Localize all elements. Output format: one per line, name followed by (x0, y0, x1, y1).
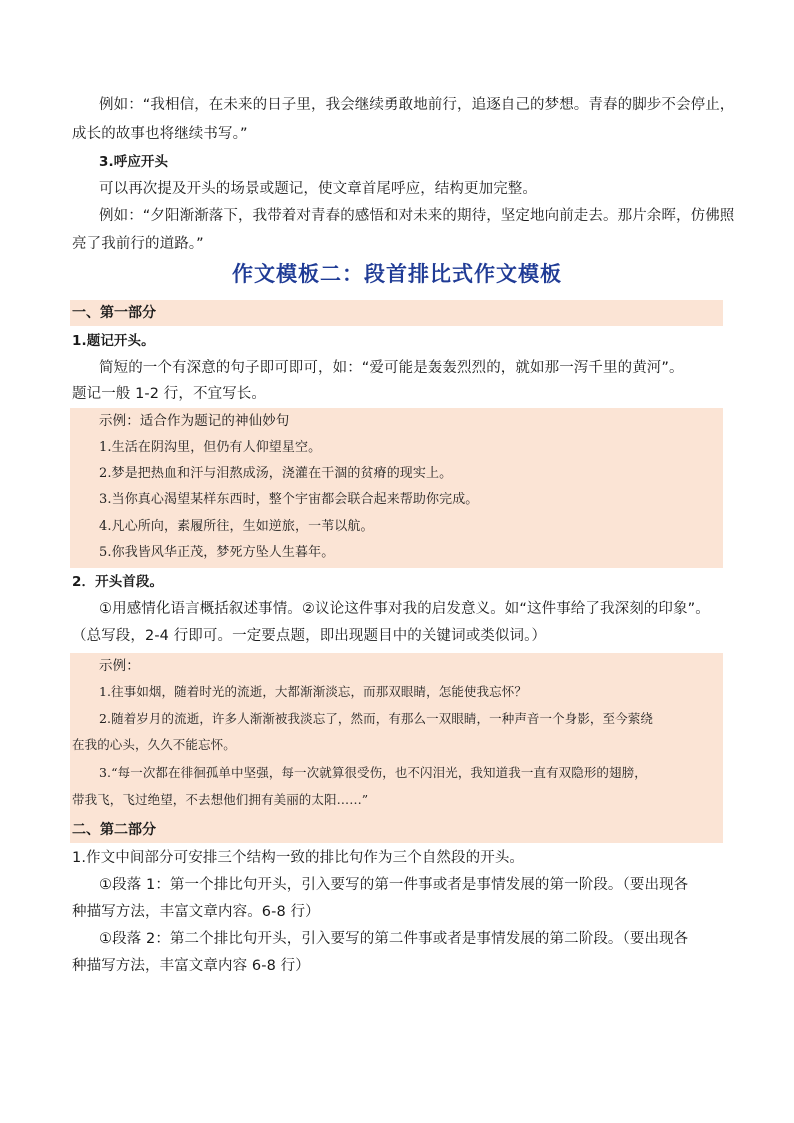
example-item: 2.梦是把热血和汗与泪熬成汤，浇灌在干涸的贫瘠的现实上。 (99, 466, 453, 481)
paragraph-text: ①段落 2：第二个排比句开头，引入要写的第二件事或者是事情发展的第二阶段。（要出现各 (99, 931, 689, 947)
example-text-line: 例如：“夕阳渐渐落下，我带着对青春的感悟和对未来的期待，坚定地向前走去。那片余晖，仿佛照 (99, 208, 735, 224)
paragraph-text: 可以再次提及开头的场景或题记，使文章首尾呼应，结构更加完整。 (99, 181, 537, 197)
section-heading-band (70, 300, 723, 326)
subheading-opening-paragraph: 2．开头首段。 (72, 574, 164, 590)
example-item: 4.凡心所向，素履所往，生如逆旅，一苇以航。 (99, 519, 374, 534)
example-item: 2.随着岁月的流逝，许多人渐渐被我淡忘了，然而，有那么一双眼睛，一种声音一个身影，至今萦绕 (99, 711, 653, 726)
example-item: 5.你我皆风华正茂，梦死方坠人生暮年。 (99, 545, 335, 560)
example-item: 1.生活在阴沟里，但仍有人仰望星空。 (99, 440, 322, 455)
paragraph-text: 种描写方法，丰富文章内容。6-8 行） (72, 904, 320, 920)
subheading-epigraph: 1.题记开头。 (72, 333, 155, 349)
paragraph-text: （总写段，2-4 行即可。一定要点题，即出现题目中的关键词或类似词。） (72, 628, 547, 644)
example-text-line: 例如：“我相信，在未来的日子里，我会继续勇敢地前行，追逐自己的梦想。青春的脚步不会停止， (99, 97, 735, 113)
paragraph-text: ①段落 1：第一个排比句开头，引入要写的第一件事或者是事情发展的第一阶段。（要出现各 (99, 877, 689, 893)
paragraph-text: 1.作文中间部分可安排三个结构一致的排比句作为三个自然段的开头。 (72, 850, 525, 866)
section-heading-part2: 二、第二部分 (72, 822, 156, 838)
subheading-echo-opening: 3.呼应开头 (99, 154, 169, 170)
paragraph-text: 种描写方法，丰富文章内容 6-8 行） (72, 958, 310, 974)
section-title: 作文模板二：段首排比式作文模板 (232, 261, 562, 286)
paragraph-text: 简短的一个有深意的句子即可即可，如：“爱可能是轰轰烈烈的，就如那一泻千里的黄河”。 (99, 360, 684, 376)
paragraph-text: ①用感情化语言概括叙述事情。②议论这件事对我的启发意义。如“这件事给了我深刻的印象”。 (99, 601, 710, 617)
example-item: 在我的心头，久久不能忘怀。 (72, 737, 236, 752)
paragraph-text: 题记一般 1-2 行，不宜写长。 (72, 386, 266, 402)
example-box-label: 示例： (99, 658, 140, 674)
example-item: 带我飞，飞过绝望，不去想他们拥有美丽的太阳……” (72, 792, 369, 807)
example-item: 3.当你真心渴望某样东西时，整个宇宙都会联合起来帮助你完成。 (99, 492, 479, 507)
example-text-line: 亮了我前行的道路。” (72, 236, 204, 252)
section-heading-band (70, 817, 723, 843)
example-item: 3.“每一次都在徘徊孤单中坚强，每一次就算很受伤，也不闪泪光，我知道我一直有双隐形的翅膀， (99, 765, 647, 780)
example-text-line: 成长的故事也将继续书写。” (72, 126, 248, 142)
example-box-label: 示例：适合作为题记的神仙妙句 (99, 413, 290, 429)
example-item: 1.往事如烟，随着时光的流逝，大都渐渐淡忘，而那双眼睛，怎能使我忘怀？ (99, 684, 527, 699)
section-heading-part1: 一、第一部分 (72, 305, 156, 321)
